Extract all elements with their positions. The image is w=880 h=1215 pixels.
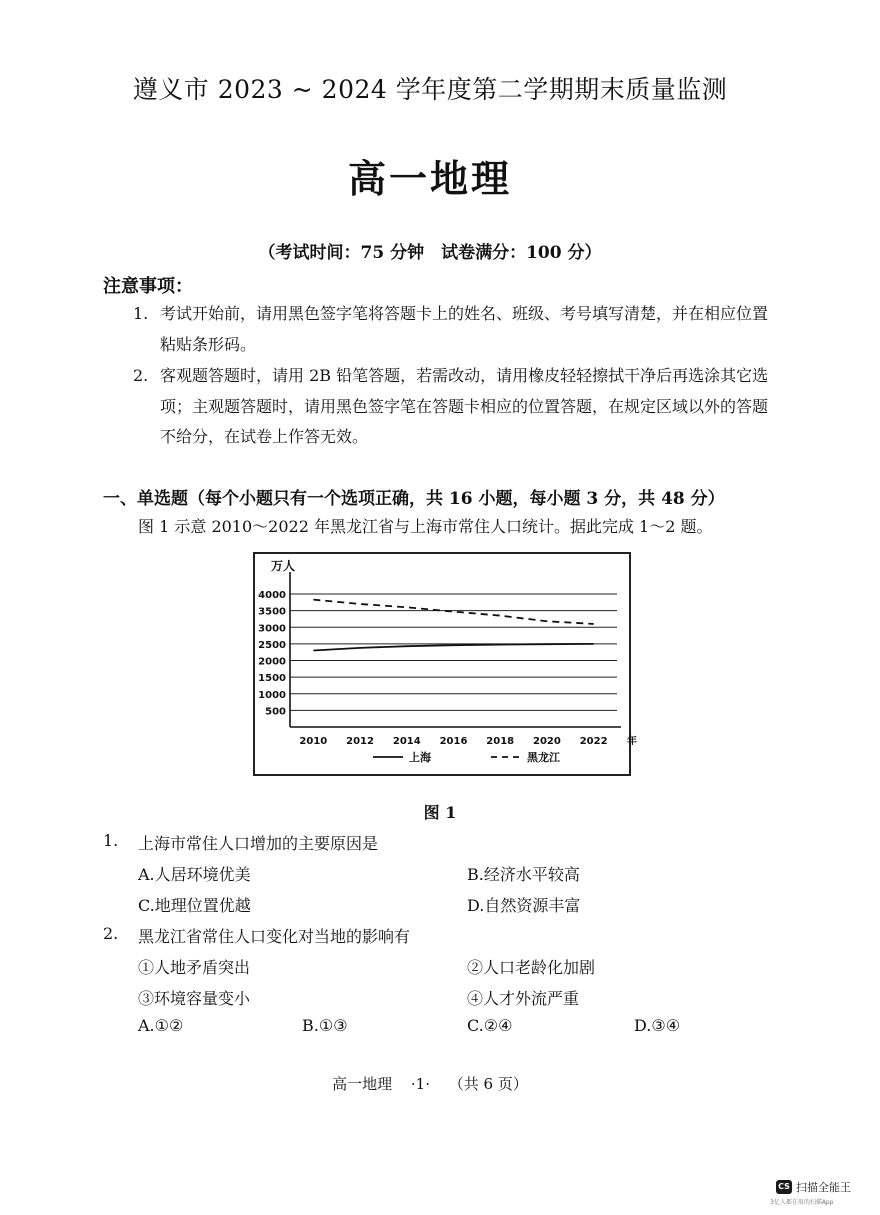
question-2-number: 2. — [103, 924, 119, 943]
note-2-line-2: 项；主观题答题时，请用黑色签字笔在答题卡相应的位置答题，在规定区域以外的答题 — [160, 397, 769, 416]
scanner-app-name: 扫描全能王 — [796, 1181, 851, 1194]
legend-label: 黑龙江 — [527, 751, 560, 764]
question-1-option-b[interactable]: B.经济水平较高 — [467, 865, 580, 884]
question-2-stem: 黑龙江省常住人口变化对当地的影响有 — [138, 927, 411, 946]
x-tick-label: 2010 — [299, 736, 328, 747]
footer-subject: 高一地理 — [332, 1075, 393, 1093]
footer-page-number: ·1· — [410, 1075, 430, 1093]
question-1-option-c[interactable]: C.地理位置优越 — [138, 896, 251, 915]
scanner-tagline: 3亿人都在用的扫描App — [770, 1199, 834, 1206]
footer-total-pages: （共 6 页） — [448, 1075, 528, 1093]
question-2-statement-1: ①人地矛盾突出 — [138, 958, 251, 977]
question-1-number: 1. — [103, 831, 119, 850]
legend-label: 上海 — [409, 751, 431, 764]
figure-caption: 图 1 — [423, 803, 457, 822]
y-axis-label: 万人 — [271, 559, 296, 573]
x-tick-label: 2020 — [533, 736, 561, 747]
x-tick-label: 2014 — [392, 736, 421, 747]
question-2-option-a[interactable]: A.①② — [138, 1016, 184, 1035]
question-2-option-b[interactable]: B.①③ — [302, 1016, 348, 1035]
y-tick-label: 1500 — [258, 673, 286, 685]
y-tick-label: 2500 — [258, 639, 286, 651]
x-tick-label: 2018 — [486, 736, 515, 747]
population-chart-svg — [255, 554, 637, 774]
y-tick-label: 500 — [265, 706, 286, 718]
question-2-option-d[interactable]: D.③④ — [634, 1016, 681, 1035]
series-line-上海 — [313, 644, 593, 651]
question-1-stem: 上海市常住人口增加的主要原因是 — [138, 834, 379, 853]
note-2-line-1: 客观题答题时，请用 2B 铅笔答题，若需改动，请用橡皮轻轻擦拭干净后再选涂其它选 — [160, 366, 769, 385]
question-2-option-c[interactable]: C.②④ — [467, 1016, 513, 1035]
question-2-statement-2: ②人口老龄化加剧 — [467, 958, 596, 977]
question-1-option-d[interactable]: D.自然资源丰富 — [467, 896, 581, 915]
x-tick-label: 2012 — [346, 736, 374, 747]
exam-info: （考试时间：75 分钟 试卷满分：100 分） — [258, 243, 602, 263]
y-tick-label: 4000 — [258, 590, 286, 601]
section-intro: 图 1 示意 2010～2022 年黑龙江省与上海市常住人口统计。据此完成 1～2 题。 — [138, 517, 713, 536]
scanner-logo-icon: CS — [776, 1180, 792, 1194]
y-tick-label: 2000 — [258, 656, 286, 668]
note-1-line-2: 粘贴条形码。 — [160, 335, 257, 354]
exam-title: 遵义市 2023 ~ 2024 学年度第二学期期末质量监测 — [132, 75, 728, 104]
y-tick-label: 3000 — [258, 623, 286, 635]
x-tick-label: 2022 — [579, 736, 608, 747]
question-2-statement-3: ③环境容量变小 — [138, 989, 251, 1008]
note-1-line-1: 考试开始前，请用黑色签字笔将答题卡上的姓名、班级、考号填写清楚，并在相应位置 — [160, 304, 769, 323]
note-1-number: 1. — [133, 304, 149, 323]
subject-title: 高一地理 — [347, 156, 512, 201]
section-title: 一、单选题（每个小题只有一个选项正确，共 16 小题，每小题 3 分，共 48 分） — [103, 489, 725, 509]
population-chart — [253, 552, 637, 776]
note-2-line-3: 不给分，在试卷上作答无效。 — [160, 427, 369, 446]
y-tick-label: 1000 — [258, 689, 286, 701]
notes-title: 注意事项： — [103, 276, 193, 297]
x-axis-label: 年 — [627, 736, 637, 747]
y-tick-label: 3500 — [258, 606, 286, 618]
question-2-statement-4: ④人才外流严重 — [467, 989, 580, 1008]
page-footer — [0, 1073, 860, 1094]
x-tick-label: 2016 — [439, 736, 468, 747]
question-1-option-a[interactable]: A.人居环境优美 — [138, 865, 251, 884]
note-2-number: 2. — [133, 366, 149, 385]
series-line-黑龙江 — [313, 600, 593, 624]
